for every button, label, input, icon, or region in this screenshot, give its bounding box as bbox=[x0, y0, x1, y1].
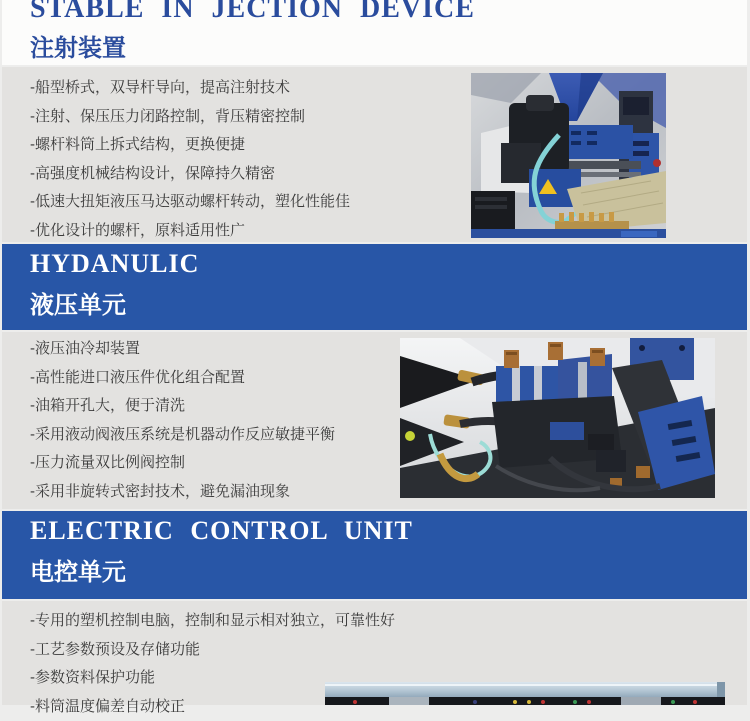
electric-title-en: ELECTRIC CONTROL UNIT bbox=[30, 518, 747, 544]
bullet-item: -采用非旋转式密封技术，避免漏油现象 bbox=[30, 478, 747, 507]
bullet-item: -高强度机械结构设计，保障持久精密 bbox=[30, 160, 747, 189]
control-panel-photo bbox=[325, 682, 725, 705]
hydraulic-title-en: HYDANULIC bbox=[30, 251, 747, 277]
bullet-item: -注射、保压压力闭路控制，背压精密控制 bbox=[30, 103, 747, 132]
injection-unit-photo bbox=[471, 73, 666, 238]
bullet-item: -油箱开孔大，便于清洗 bbox=[30, 392, 747, 421]
injection-title-zh: 注射装置 bbox=[30, 37, 747, 61]
injection-title-en: STABLE IN JECTION DEVICE bbox=[30, 0, 747, 23]
bullet-item: -高性能进口液压件优化组合配置 bbox=[30, 364, 747, 393]
bullet-item: -液压油冷却装置 bbox=[30, 335, 747, 364]
section-injection-header bbox=[2, 0, 747, 65]
bullet-item: -采用液动阀液压系统是机器动作反应敏捷平衡 bbox=[30, 421, 747, 450]
section-electric-header bbox=[2, 511, 747, 599]
bullet-item: -船型桥式，双导杆导向，提高注射技术 bbox=[30, 74, 747, 103]
bullet-item: -压力流量双比例阀控制 bbox=[30, 449, 747, 478]
bullet-item: -工艺参数预设及存储功能 bbox=[30, 636, 747, 665]
bullet-item: -专用的塑机控制电脑，控制和显示相对独立，可靠性好 bbox=[30, 607, 747, 636]
electric-title-zh: 电控单元 bbox=[30, 561, 747, 585]
hydraulic-unit-photo bbox=[400, 338, 715, 498]
hydraulic-title-zh: 液压单元 bbox=[30, 294, 747, 318]
section-hydraulic-header bbox=[2, 244, 747, 330]
bullet-item: -优化设计的螺杆，原料适用性广 bbox=[30, 217, 747, 246]
bullet-item: -螺杆料筒上拆式结构，更换便捷 bbox=[30, 131, 747, 160]
bullet-item: -料筒温度偏差自动校正 bbox=[30, 693, 747, 721]
bullet-item: -参数资料保护功能 bbox=[30, 664, 747, 693]
bullet-item: -低速大扭矩液压马达驱动螺杆转动，塑化性能佳 bbox=[30, 188, 747, 217]
